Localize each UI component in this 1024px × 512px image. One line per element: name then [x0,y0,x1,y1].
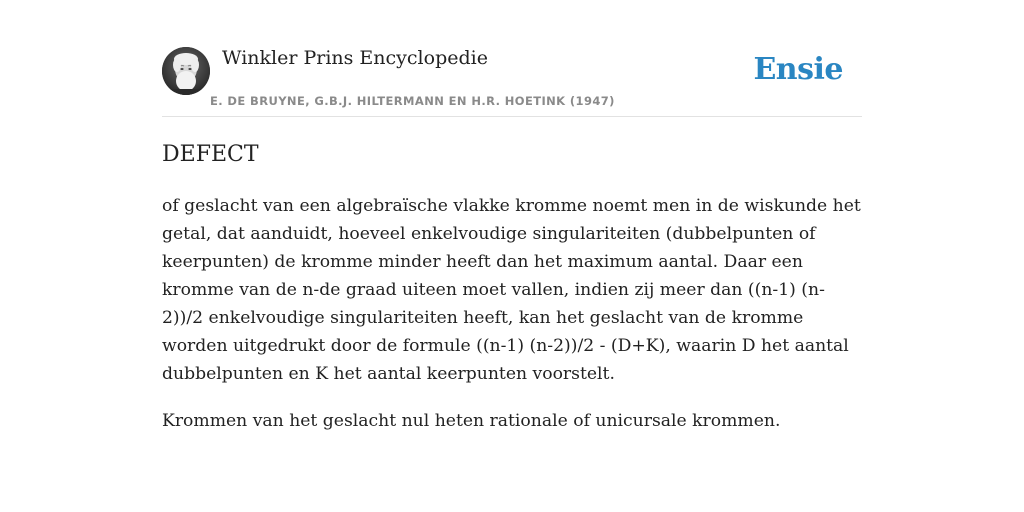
portrait-photo-icon [162,47,210,95]
entry-paragraph: Krommen van het geslacht nul heten rationale of unicursale krommen. [162,411,781,431]
entry-title: DEFECT [162,142,259,167]
header [162,46,862,117]
authors-credit: E. DE BRUYNE, G.B.J. HILTERMANN EN H.R. HOETINK (1947) [210,94,615,108]
brand-logo-link[interactable]: Ensie [753,52,843,87]
entry-body [162,192,862,454]
entry-paragraph: of geslacht van een algebraïsche vlakke kromme noemt men in de wiskunde het getal, dat aanduidt, hoeveel enkelvoudige singulariteiten (dubbelpunten of keerpunten) de kromme minder heeft dan het maximum aantal. Daar een kromme van de n-de graad uiteen moet vallen, indien zij meer dan ((n-1) (n-2))/2 enkelvoudige singulariteiten heeft, kan het geslacht van de kromme worden uitgedrukt door de formule ((n-1) (n-2))/2 - (D+K), waarin D het aantal dubbelpunten en K het aantal keerpunten voorstelt. [162,196,861,384]
site-title[interactable]: Winkler Prins Encyclopedie [222,47,488,69]
